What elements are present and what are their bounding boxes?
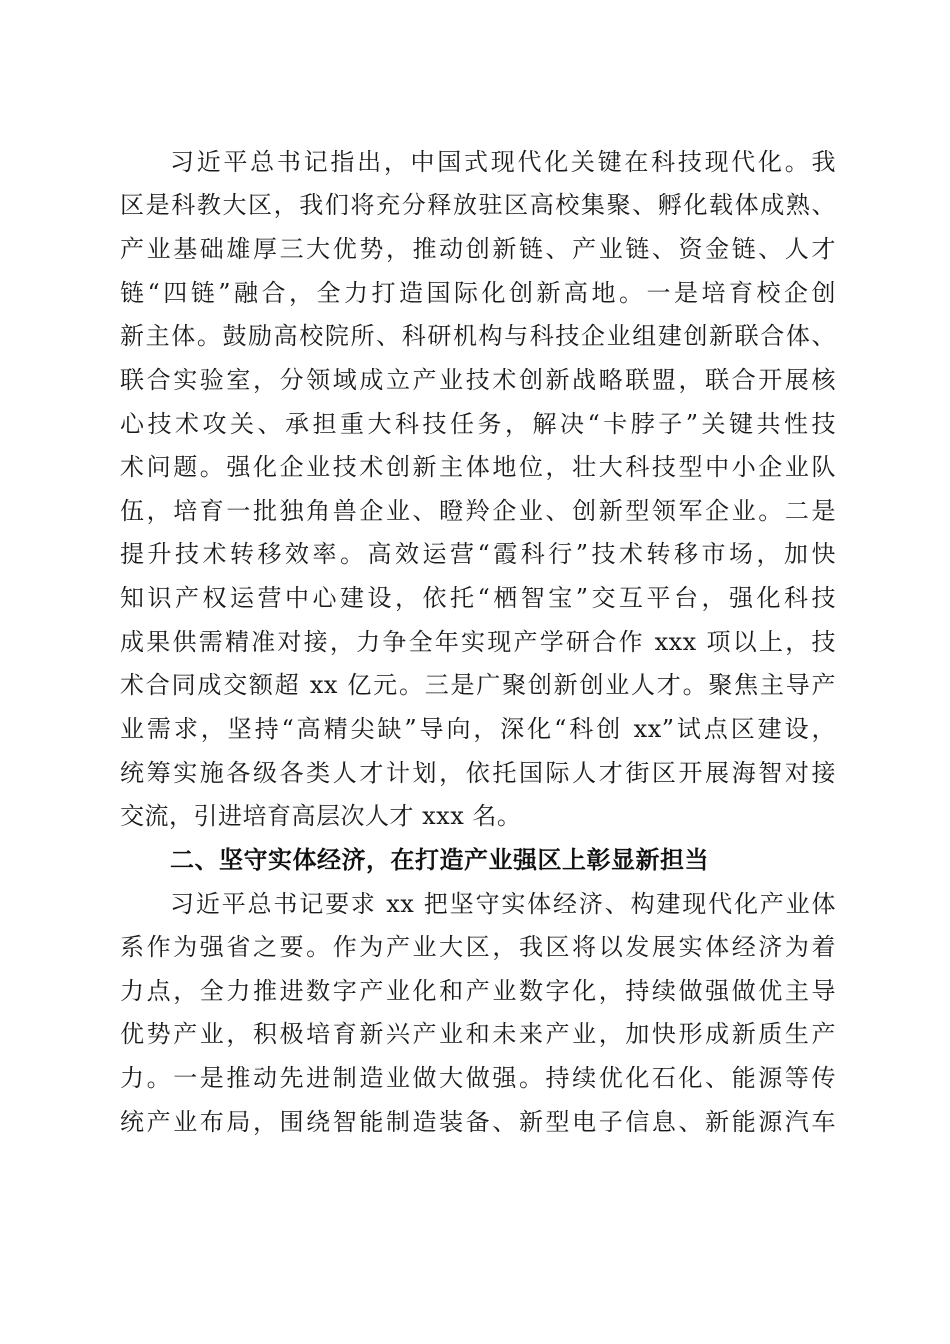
- paragraph-1-line-4: 链“四链”融合，全力打造国际化创新高地。一是培育校企创: [120, 279, 836, 307]
- paragraph-1-line-8: 术问题。强化企业技术创新主体地位，壮大科技型中小企业队: [120, 453, 836, 481]
- paragraph-1-line-6: 联合实验室，分领域成立产业技术创新战略联盟，联合开展核: [120, 366, 836, 394]
- paragraph-1-line-10: 提升技术转移效率。高效运营“霞科行”技术转移市场，加快: [120, 540, 836, 568]
- paragraph-2-line-1: 习近平总书记要求 xx 把坚守实体经济、构建现代化产业体: [170, 890, 836, 918]
- paragraph-2-line-4: 优势产业，积极培育新兴产业和未来产业，加快形成新质生产: [120, 1020, 836, 1048]
- paragraph-2-line-3: 力点，全力推进数字产业化和产业数字化，持续做强做优主导: [120, 977, 836, 1005]
- paragraph-1-line-16: 交流，引进培育高层次人才 xxx 名。: [120, 802, 522, 830]
- paragraph-1-line-15: 统筹实施各级各类人才计划，依托国际人才街区开展海智对接: [120, 759, 836, 787]
- paragraph-1-line-2: 区是科教大区，我们将充分释放驻区高校集聚、孵化载体成熟、: [120, 191, 836, 219]
- paragraph-1-line-9: 伍，培育一批独角兽企业、瞪羚企业、创新型领军企业。二是: [120, 497, 836, 525]
- paragraph-1-line-11: 知识产权运营中心建设，依托“栖智宝”交互平台，强化科技: [120, 584, 836, 612]
- paragraph-1-line-14: 业需求，坚持“高精尖缺”导向，深化“科创 xx”试点区建设，: [120, 715, 836, 743]
- paragraph-1-line-13: 术合同成交额超 xx 亿元。三是广聚创新创业人才。聚焦主导产: [120, 671, 836, 699]
- section-heading: 二、坚守实体经济，在打造产业强区上彰显新担当: [170, 846, 709, 874]
- paragraph-1-line-7: 心技术攻关、承担重大科技任务，解决“卡脖子”关键共性技: [120, 410, 836, 438]
- paragraph-1-line-12: 成果供需精准对接，力争全年实现产学研合作 xxx 项以上，技: [120, 628, 836, 656]
- paragraph-1-line-3: 产业基础雄厚三大优势，推动创新链、产业链、资金链、人才: [120, 235, 836, 263]
- paragraph-1-line-1: 习近平总书记指出，中国式现代化关键在科技现代化。我: [170, 148, 836, 176]
- paragraph-2-line-6: 统产业布局，围绕智能制造装备、新型电子信息、新能源汽车: [120, 1108, 836, 1136]
- paragraph-2-line-2: 系作为强省之要。作为产业大区，我区将以发展实体经济为着: [120, 933, 836, 961]
- paragraph-1-line-5: 新主体。鼓励高校院所、科研机构与科技企业组建创新联合体、: [120, 322, 836, 350]
- paragraph-2-line-5: 力。一是推动先进制造业做大做强。持续优化石化、能源等传: [120, 1064, 836, 1092]
